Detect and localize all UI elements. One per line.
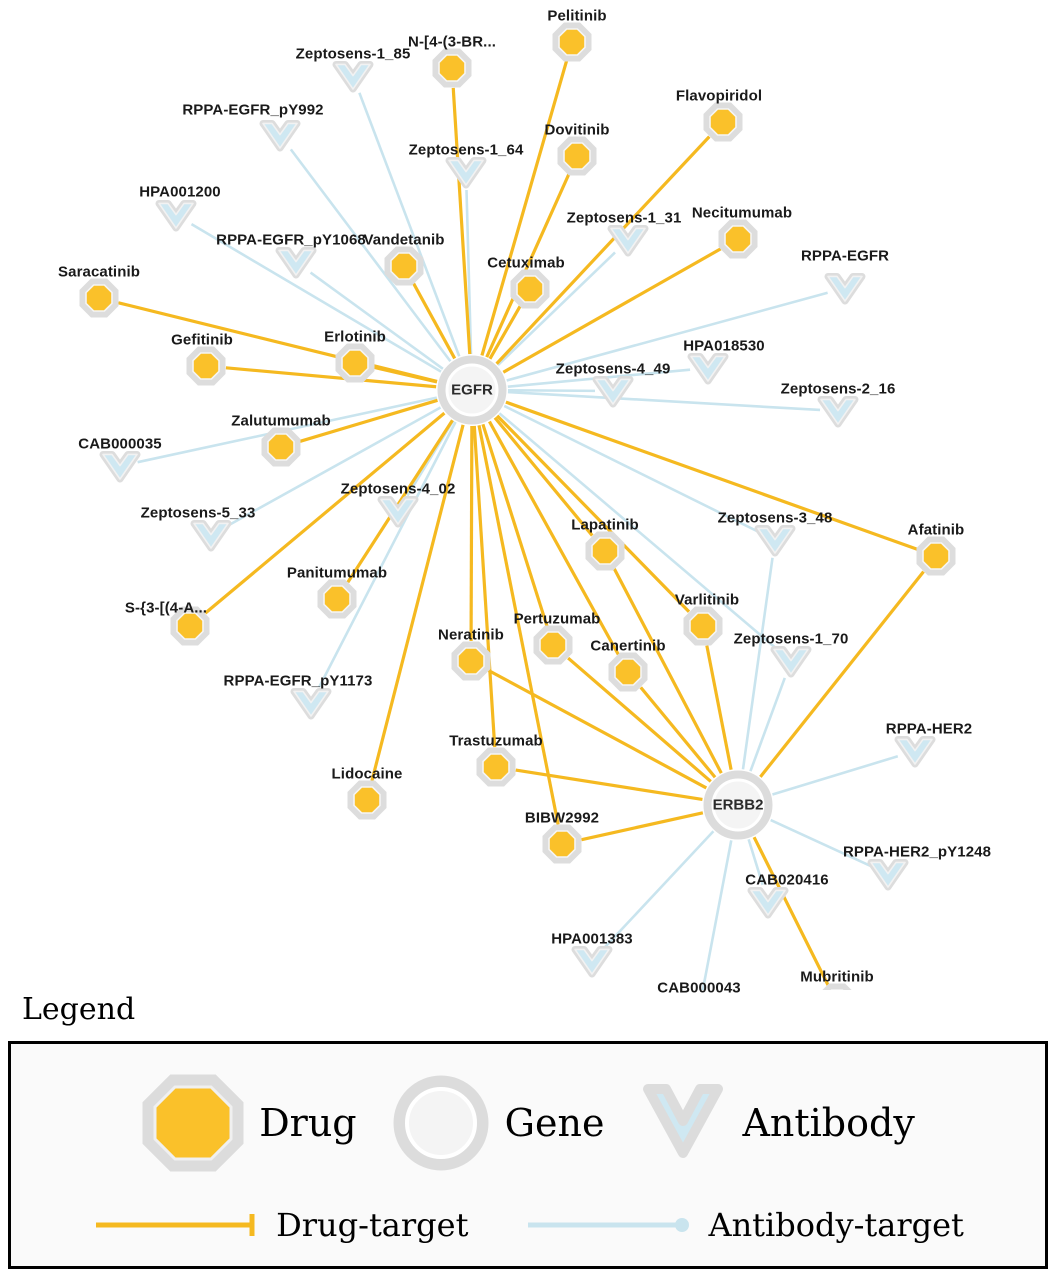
drug-node[interactable] [265,431,297,463]
antibody-node-label: Zeptosens-1_70 [733,630,849,648]
drug-node[interactable] [339,347,371,379]
antibody-target-edge [749,839,763,884]
legend-item-antibody [638,1073,914,1173]
antibody-node-label: Zeptosens-5_33 [140,504,256,522]
drug-node-label: Lidocaine [331,765,403,783]
antibody-target-edge [750,678,784,771]
drug-node[interactable] [821,987,853,990]
antibody-target-edge [359,93,459,357]
antibody-node-label: CAB020416 [745,871,829,889]
antibody-node-label: RPPA-HER2 [885,720,973,738]
drug-node-label: BIBW2992 [524,809,600,827]
antibody-node[interactable] [449,160,483,185]
antibody-node-label: RPPA-EGFR_pY1068 [216,231,366,249]
drug-node[interactable] [174,610,206,642]
antibody-node-label: Zeptosens-1_31 [566,209,682,227]
antibody-node-label: HPA018530 [683,337,765,355]
drug-node-label: Lapatinib [571,516,639,534]
drug-target-edge [582,813,703,840]
antibody-node[interactable] [159,203,193,228]
drug-node[interactable] [321,583,353,615]
antibody-target-edge [507,293,828,381]
antibody-target-edge [508,392,820,410]
drug-node-label: Dovitinib [544,121,610,139]
drug-node[interactable] [455,645,487,677]
drug-node[interactable] [920,540,952,572]
antibody-target-edge [772,756,897,794]
antibody-node[interactable] [828,276,862,301]
legend-node-types [11,1068,1045,1178]
antibody-node[interactable] [294,691,328,716]
drug-target-edge [503,249,720,372]
drug-node-label: N-[4-(3-BR... [408,33,496,51]
drug-node[interactable] [589,535,621,567]
drug-node[interactable] [388,250,420,282]
drug-node-label: S-{3-[(4-A... [124,599,208,617]
legend-title: Legend [22,992,136,1027]
antibody-node[interactable] [575,949,609,974]
drug-node-label: Neratinib [438,626,504,644]
drug-node-label: Canertinib [590,637,666,655]
antibody-node-label: Zeptosens-4_02 [340,480,456,498]
antibody-node[interactable] [898,739,932,764]
drug-node[interactable] [190,350,222,382]
drug-node[interactable] [707,106,739,138]
legend-item-drug-target [92,1206,468,1244]
drug-node-label: Mubritinib [800,968,874,986]
drug-node[interactable] [83,282,115,314]
drug-node[interactable] [514,273,546,305]
antibody-node[interactable] [263,123,297,148]
antibody-target-edge [498,252,615,365]
legend-item-gene [391,1073,605,1173]
drug-target-edge [374,367,436,381]
drug-node[interactable] [480,751,512,783]
drug-target-edge [348,420,453,582]
antibody-node-label: RPPA-EGFR_pY1173 [223,672,373,690]
drug-node[interactable] [351,784,383,816]
drug-target-edge-icon [92,1211,262,1239]
antibody-target-edge [702,840,731,990]
antibody-node[interactable] [596,379,630,404]
drug-target-edge [474,426,494,747]
legend-item-drug [141,1073,356,1173]
drug-node[interactable] [436,52,468,84]
drug-node-label: Pelitinib [547,7,607,25]
edge-layer [118,61,923,990]
drug-node[interactable] [687,610,719,642]
antibody-node[interactable] [279,250,313,275]
drug-node[interactable] [722,223,754,255]
drug-target-edge [516,770,703,799]
antibody-node-label: RPPA-EGFR [800,247,890,265]
octagon-icon [141,1073,245,1173]
antibody-target-edge [743,558,773,770]
gene-node-label: ERBB2 [712,796,764,814]
antibody-target-edge [508,390,595,391]
drug-node-label: Afatinib [907,521,965,539]
antibody-node-label: Zeptosens-1_85 [295,45,411,63]
antibody-node-label: CAB000043 [657,979,741,997]
antibody-node-label: RPPA-EGFR_pY992 [182,101,324,119]
drug-node[interactable] [537,629,569,661]
node-layer [83,26,952,990]
drug-node-label: Cetuximab [487,254,565,272]
antibody-node[interactable] [774,649,808,674]
drug-target-edge [226,368,436,387]
antibody-node[interactable] [194,523,228,548]
drug-node-label: Panitumumab [286,564,388,582]
antibody-node[interactable] [336,64,370,89]
drug-node-label: Flavopiridol [675,87,763,105]
drug-node-label: Varlitinib [674,591,740,609]
antibody-node[interactable] [691,356,725,381]
antibody-node-label: Zeptosens-3_48 [717,509,833,527]
legend-label-antibody: Antibody [742,1101,915,1145]
drug-target-edge [497,416,689,612]
drug-node-label: Necitumumab [691,204,793,222]
antibody-node[interactable] [821,399,855,424]
antibody-node-label: Zeptosens-2_16 [780,380,896,398]
legend-label-gene: Gene [504,1101,605,1145]
drug-node[interactable] [612,656,644,688]
legend-label-antibody-target: Antibody-target [708,1206,964,1244]
antibody-node[interactable] [758,528,792,553]
antibody-target-edge-icon [524,1211,694,1239]
legend-item-antibody-target [524,1206,963,1244]
antibody-node-label: HPA001200 [139,183,221,201]
drug-node[interactable] [556,26,588,58]
legend-label-drug-target: Drug-target [276,1206,469,1244]
antibody-node[interactable] [103,454,137,479]
gene-node-label: EGFR [451,381,493,399]
drug-node-label: Trastuzumab [449,732,543,750]
legend-box [8,1041,1048,1269]
antibody-node-label: HPA001383 [551,930,633,948]
drug-node-label: Saracatinib [58,263,140,281]
drug-target-edge [471,426,472,641]
antibody-target-edge [771,820,872,866]
drug-node-label: Pertuzumab [513,610,601,628]
drug-target-edge [506,402,917,549]
antibody-node[interactable] [751,890,785,915]
antibody-node-label: RPPA-HER2_pY1248 [842,843,992,861]
circle-icon [391,1073,491,1173]
drug-node-label: Erlotinib [324,328,386,346]
legend-label-drug: Drug [259,1101,357,1145]
antibody-target-edge [504,406,759,532]
antibody-node-label: Zeptosens-1_64 [408,141,524,159]
drug-node-label: Zalutumumab [231,412,331,430]
drug-node[interactable] [546,828,578,860]
drug-node[interactable] [561,140,593,172]
antibody-node[interactable] [611,228,645,253]
antibody-node[interactable] [871,862,905,887]
drug-target-edge [497,137,710,364]
drug-node-label: Vandetanib [363,231,445,249]
chevron-icon [638,1073,728,1173]
antibody-node-label: CAB000035 [78,435,162,453]
antibody-node-label: Zeptosens-4_49 [555,360,671,378]
legend-edge-types [11,1192,1045,1258]
drug-node-label: Gefitinib [171,331,233,349]
antibody-target-edge [604,831,713,948]
